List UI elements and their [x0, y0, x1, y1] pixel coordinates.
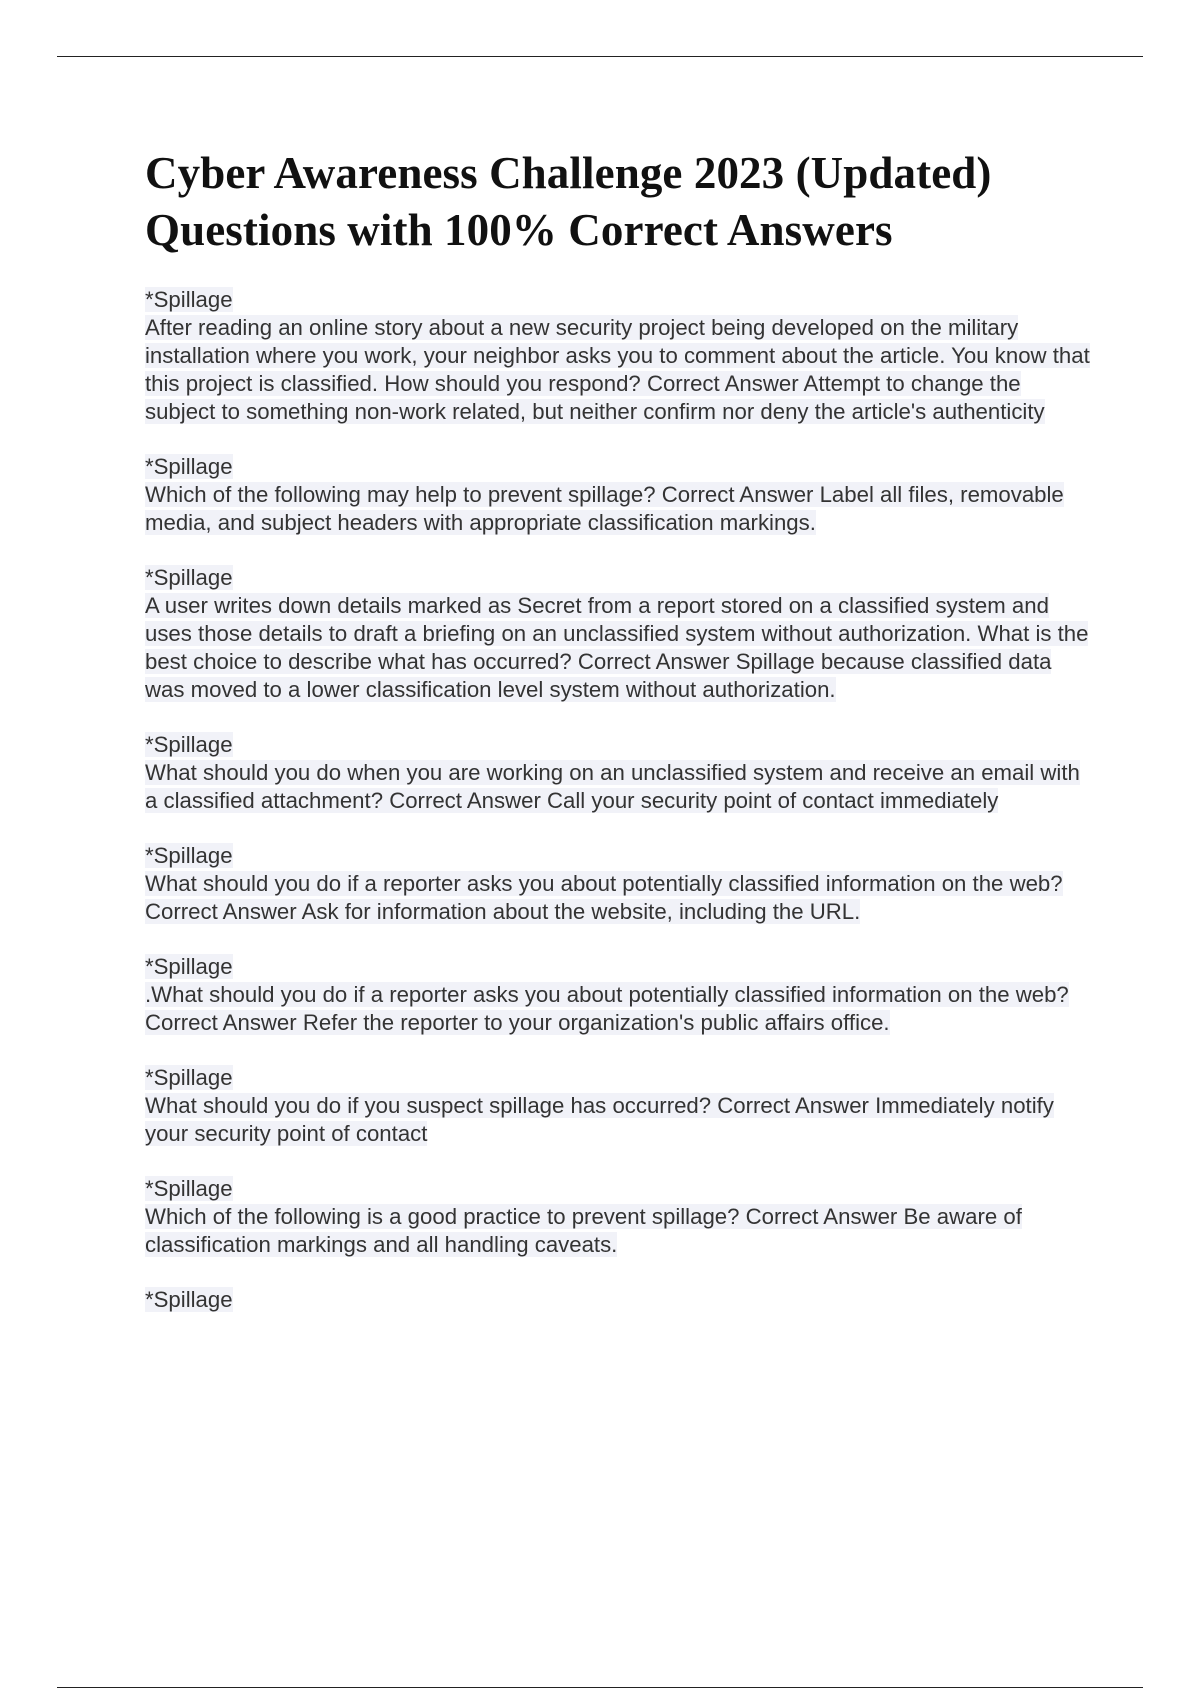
qa-item [145, 1064, 1090, 1148]
qa-text: Which of the following may help to prevent spillage? Correct Answer Label all files, removable media, and subject headers with appropriate classification markings. [145, 482, 1064, 535]
qa-text: What should you do when you are working on an unclassified system and receive an email with a classified attachment? Correct Answer Call your security point of contact immediately [145, 760, 1080, 813]
qa-category: *Spillage [145, 454, 233, 479]
qa-item [145, 953, 1090, 1037]
qa-category: *Spillage [145, 732, 233, 757]
qa-item [145, 842, 1090, 926]
qa-text: What should you do if you suspect spillage has occurred? Correct Answer Immediately notify your security point of contact [145, 1093, 1054, 1146]
qa-item [145, 1286, 1090, 1314]
qa-text: .What should you do if a reporter asks you about potentially classified information on the web? Correct Answer Refer the reporter to your organization's public affairs office. [145, 982, 1069, 1035]
qa-item [145, 731, 1090, 815]
top-rule [57, 56, 1143, 57]
qa-item [145, 453, 1090, 537]
qa-text: What should you do if a reporter asks you about potentially classified information on the web? Correct Answer Ask for information about the website, including the URL. [145, 871, 1063, 924]
title-line-2: Questions with 100% Correct Answers [145, 205, 893, 255]
qa-text: After reading an online story about a new security project being developed on the military installation where you work, your neighbor asks you to comment about the article. You know that this project is classified. How should you respond? Correct Answer Attempt to change the subject to something non-work related, but neither confirm nor deny the article's authenticity [145, 315, 1090, 424]
qa-category: *Spillage [145, 843, 233, 868]
qa-category: *Spillage [145, 287, 233, 312]
qa-category: *Spillage [145, 565, 233, 590]
qa-category: *Spillage [145, 1287, 233, 1312]
qa-item [145, 1175, 1090, 1259]
qa-category: *Spillage [145, 954, 233, 979]
qa-text: Which of the following is a good practice to prevent spillage? Correct Answer Be aware of classification markings and all handling caveats. [145, 1204, 1022, 1257]
bottom-rule [57, 1687, 1143, 1688]
qa-category: *Spillage [145, 1176, 233, 1201]
qa-item [145, 286, 1090, 426]
document-body [145, 145, 1090, 1341]
document-title [145, 145, 1090, 259]
qa-item [145, 564, 1090, 704]
title-line-1: Cyber Awareness Challenge 2023 (Updated) [145, 148, 992, 198]
qa-category: *Spillage [145, 1065, 233, 1090]
qa-list [145, 286, 1090, 1314]
qa-text: A user writes down details marked as Secret from a report stored on a classified system and uses those details to draft a briefing on an unclassified system without authorization. What is the best choice to describe what has occurred? Correct Answer Spillage because classified data was moved to a lower classification level system without authorization. [145, 593, 1089, 702]
